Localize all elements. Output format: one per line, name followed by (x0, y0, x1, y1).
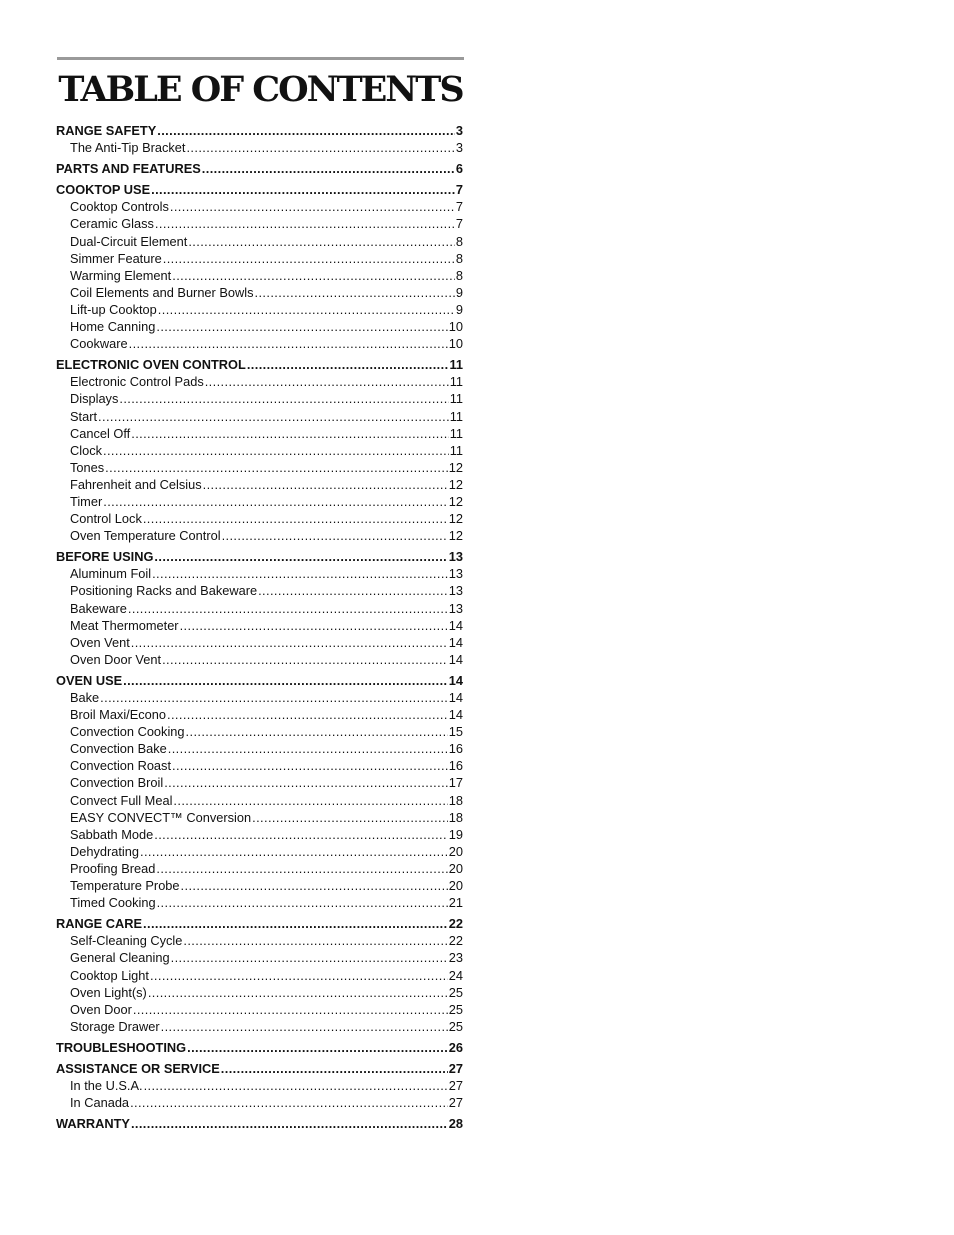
toc-page-number: 28 (448, 1116, 463, 1132)
toc-entry-label: Bakeware (70, 600, 127, 616)
toc-section-entry[interactable] (56, 122, 463, 139)
dot-leader (205, 373, 449, 390)
toc-subentry[interactable] (56, 215, 463, 232)
toc-entry-label: Timed Cooking (70, 895, 156, 911)
toc-page-number: 3 (455, 123, 463, 138)
toc-page-number: 12 (448, 528, 463, 544)
toc-subentry[interactable] (56, 459, 463, 476)
dot-leader (171, 949, 448, 966)
toc-entry-label: COOKTOP USE (56, 182, 151, 198)
toc-subentry[interactable] (56, 600, 463, 617)
table-of-contents (56, 122, 463, 1136)
toc-subentry[interactable] (56, 634, 463, 651)
toc-section (56, 122, 463, 156)
toc-subentry[interactable] (56, 723, 463, 740)
toc-subentry[interactable] (56, 617, 463, 634)
toc-page-number: 11 (449, 442, 463, 458)
toc-section (56, 672, 463, 911)
toc-page-number: 14 (448, 672, 463, 688)
dot-leader (151, 181, 455, 198)
toc-page-number: 25 (448, 1018, 463, 1034)
dot-leader (164, 774, 448, 791)
toc-entry-label: RANGE SAFETY (56, 123, 157, 138)
toc-section-entry[interactable] (56, 1115, 463, 1132)
toc-page-number: 9 (455, 301, 463, 317)
toc-section (56, 1060, 463, 1111)
dot-leader (131, 634, 448, 651)
toc-entry-label: OVEN USE (56, 672, 123, 688)
toc-entry-label: Electronic Control Pads (70, 374, 204, 390)
header-rule (57, 57, 464, 60)
dot-leader (188, 233, 455, 250)
toc-subentry[interactable] (56, 949, 463, 966)
toc-subentry[interactable] (56, 1094, 463, 1111)
toc-entry-label: Oven Door Vent (70, 651, 162, 667)
toc-entry-label: Cancel Off (70, 425, 131, 441)
toc-entry-label: Temperature Probe (70, 878, 180, 894)
toc-page-number: 7 (455, 182, 463, 198)
toc-entry-label: EASY CONVECT™ Conversion (70, 809, 252, 825)
toc-entry-label: Storage Drawer (70, 1018, 160, 1034)
dot-leader (143, 915, 448, 932)
toc-page-number: 9 (455, 284, 463, 300)
toc-subentry[interactable] (56, 139, 463, 156)
toc-subentry[interactable] (56, 233, 463, 250)
toc-subentry[interactable] (56, 476, 463, 493)
toc-entry-label: Convection Roast (70, 758, 172, 774)
toc-subentry[interactable] (56, 689, 463, 706)
toc-entry-label: Displays (70, 391, 119, 407)
dot-leader (103, 493, 448, 510)
toc-page-number: 13 (448, 583, 463, 599)
toc-page-number: 20 (448, 860, 463, 876)
toc-page-number: 8 (455, 267, 463, 283)
toc-entry-label: Proofing Bread (70, 860, 156, 876)
toc-entry-label: Oven Light(s) (70, 984, 147, 1000)
toc-entry-label: Tones (70, 459, 105, 475)
toc-page-number: 12 (448, 459, 463, 475)
toc-entry-label: Lift-up Cooktop (70, 301, 157, 317)
dot-leader (98, 408, 449, 425)
toc-page-number: 7 (455, 199, 463, 215)
toc-entry-label: Fahrenheit and Celsius (70, 476, 202, 492)
dot-leader (129, 335, 448, 352)
toc-entry-label: In Canada (70, 1095, 130, 1111)
toc-entry-label: ELECTRONIC OVEN CONTROL (56, 357, 246, 373)
toc-page-number: 7 (455, 216, 463, 232)
dot-leader (258, 582, 448, 599)
toc-subentry[interactable] (56, 1018, 463, 1035)
dot-leader (255, 284, 455, 301)
toc-page-number: 14 (448, 707, 463, 723)
toc-page-number: 12 (448, 511, 463, 527)
dot-leader (168, 740, 448, 757)
toc-entry-label: Aluminum Foil (70, 566, 152, 582)
toc-page-number: 26 (448, 1039, 463, 1055)
toc-page-number: 25 (448, 1001, 463, 1017)
toc-section (56, 160, 463, 177)
toc-entry-label: Meat Thermometer (70, 617, 179, 633)
dot-leader (161, 1018, 448, 1035)
toc-section-entry[interactable] (56, 672, 463, 689)
toc-page-number: 6 (455, 161, 463, 177)
toc-section (56, 548, 463, 668)
toc-section-entry[interactable] (56, 160, 463, 177)
dot-leader (103, 442, 449, 459)
toc-entry-label: General Cleaning (70, 950, 170, 966)
toc-subentry[interactable] (56, 510, 463, 527)
toc-subentry[interactable] (56, 774, 463, 791)
dot-leader (186, 723, 448, 740)
toc-section-entry[interactable] (56, 915, 463, 932)
dot-leader (186, 139, 454, 156)
toc-subentry[interactable] (56, 877, 463, 894)
toc-page-number: 27 (448, 1095, 463, 1111)
toc-page-number: 17 (448, 775, 463, 791)
toc-section (56, 915, 463, 1035)
dot-leader (156, 318, 447, 335)
toc-entry-label: Cooktop Light (70, 967, 149, 983)
toc-page-number: 11 (449, 357, 463, 373)
dot-leader (163, 250, 455, 267)
dot-leader (154, 826, 448, 843)
toc-subentry[interactable] (56, 442, 463, 459)
toc-subentry[interactable] (56, 651, 463, 668)
toc-section (56, 356, 463, 544)
toc-entry-label: PARTS AND FEATURES (56, 161, 201, 177)
toc-page-number: 11 (449, 374, 463, 390)
toc-page-number: 16 (448, 758, 463, 774)
toc-page-number: 11 (449, 391, 463, 407)
dot-leader (180, 617, 448, 634)
toc-entry-label: ASSISTANCE OR SERVICE (56, 1060, 220, 1076)
toc-page-number: 22 (448, 916, 463, 932)
toc-entry-label: Oven Temperature Control (70, 528, 221, 544)
toc-entry-label: Simmer Feature (70, 250, 162, 266)
toc-entry-label: Warming Element (70, 267, 172, 283)
toc-page-number: 14 (448, 651, 463, 667)
toc-page-number: 12 (448, 493, 463, 509)
toc-subentry[interactable] (56, 706, 463, 723)
dot-leader (150, 967, 448, 984)
toc-entry-label: Bake (70, 690, 100, 705)
toc-page-number: 14 (448, 690, 463, 705)
toc-page-number: 20 (448, 878, 463, 894)
dot-leader (157, 894, 448, 911)
toc-entry-label: Timer (70, 493, 103, 509)
toc-subentry[interactable] (56, 860, 463, 877)
dot-leader (252, 809, 448, 826)
dot-leader (128, 600, 448, 617)
dot-leader (173, 792, 447, 809)
toc-subentry[interactable] (56, 527, 463, 544)
toc-subentry[interactable] (56, 425, 463, 442)
toc-entry-label: Cooktop Controls (70, 199, 169, 215)
dot-leader (183, 932, 447, 949)
dot-leader (105, 459, 448, 476)
toc-entry-label: Self-Cleaning Cycle (70, 933, 183, 949)
toc-page-number: 27 (448, 1060, 463, 1076)
toc-entry-label: Control Lock (70, 511, 142, 527)
toc-subentry[interactable] (56, 335, 463, 352)
toc-page-number: 25 (448, 984, 463, 1000)
toc-page-number: 19 (448, 826, 463, 842)
toc-subentry[interactable] (56, 198, 463, 215)
toc-subentry[interactable] (56, 582, 463, 599)
toc-entry-label: Clock (70, 442, 102, 458)
dot-leader (156, 860, 447, 877)
toc-section-entry[interactable] (56, 1060, 463, 1077)
toc-section-entry[interactable] (56, 181, 463, 198)
toc-subentry[interactable] (56, 894, 463, 911)
toc-entry-label: Positioning Racks and Bakeware (70, 583, 258, 599)
toc-page-number: 13 (448, 549, 463, 565)
toc-page-number: 3 (455, 140, 463, 156)
dot-leader (203, 476, 448, 493)
toc-entry-label: RANGE CARE (56, 916, 143, 932)
page-title: TABLE OF CONTENTS (58, 69, 463, 110)
toc-subentry[interactable] (56, 740, 463, 757)
toc-subentry[interactable] (56, 565, 463, 582)
toc-page-number: 14 (448, 617, 463, 633)
toc-section (56, 1115, 463, 1132)
toc-page-number: 8 (455, 250, 463, 266)
toc-subentry[interactable] (56, 493, 463, 510)
toc-subentry[interactable] (56, 267, 463, 284)
dot-leader (148, 984, 448, 1001)
toc-subentry[interactable] (56, 318, 463, 335)
toc-page-number: 11 (449, 408, 463, 424)
toc-entry-label: Cookware (70, 336, 128, 352)
toc-section (56, 1039, 463, 1056)
dot-leader (143, 510, 448, 527)
dot-leader (247, 356, 449, 373)
toc-page-number: 11 (449, 425, 463, 441)
dot-leader (181, 877, 448, 894)
toc-entry-label: Dual-Circuit Element (70, 233, 188, 249)
dot-leader (152, 565, 448, 582)
toc-page-number: 16 (448, 741, 463, 757)
dot-leader (119, 390, 448, 407)
toc-page-number: 13 (448, 566, 463, 582)
dot-leader (123, 672, 448, 689)
toc-entry-label: Convection Cooking (70, 724, 185, 740)
dot-leader (170, 198, 455, 215)
dot-leader (158, 301, 455, 318)
toc-subentry[interactable] (56, 792, 463, 809)
toc-subentry[interactable] (56, 1001, 463, 1018)
toc-entry-label: Convection Broil (70, 775, 164, 791)
toc-entry-label: In the U.S.A. (70, 1078, 143, 1094)
dot-leader (133, 1001, 448, 1018)
toc-entry-label: Broil Maxi/Econo (70, 707, 167, 723)
dot-leader (100, 689, 448, 706)
toc-entry-label: Convection Bake (70, 741, 167, 757)
toc-entry-label: BEFORE USING (56, 549, 154, 565)
dot-leader (130, 1094, 448, 1111)
toc-subentry[interactable] (56, 284, 463, 301)
toc-entry-label: Home Canning (70, 319, 156, 335)
toc-entry-label: Sabbath Mode (70, 826, 154, 842)
toc-subentry[interactable] (56, 826, 463, 843)
toc-page-number: 24 (448, 967, 463, 983)
dot-leader (172, 267, 455, 284)
toc-subentry[interactable] (56, 373, 463, 390)
toc-entry-label: Coil Elements and Burner Bowls (70, 284, 254, 300)
dot-leader (221, 1060, 448, 1077)
dot-leader (144, 1077, 448, 1094)
dot-leader (131, 425, 448, 442)
toc-page-number: 12 (448, 476, 463, 492)
toc-page-number: 14 (448, 634, 463, 650)
toc-page-number: 13 (448, 600, 463, 616)
toc-page-number: 21 (448, 895, 463, 911)
toc-entry-label: Start (70, 408, 98, 424)
toc-entry-label: Dehydrating (70, 843, 140, 859)
dot-leader (202, 160, 455, 177)
toc-page-number: 18 (448, 792, 463, 808)
toc-page-number: 18 (448, 809, 463, 825)
toc-subentry[interactable] (56, 390, 463, 407)
toc-entry-label: Oven Vent (70, 634, 130, 650)
toc-page-number: 10 (448, 336, 463, 352)
toc-page-number: 22 (448, 933, 463, 949)
toc-subentry[interactable] (56, 843, 463, 860)
toc-section-entry[interactable] (56, 1039, 463, 1056)
dot-leader (140, 843, 448, 860)
toc-subentry[interactable] (56, 1077, 463, 1094)
toc-subentry[interactable] (56, 984, 463, 1001)
toc-section-entry[interactable] (56, 548, 463, 565)
toc-entry-label: TROUBLESHOOTING (56, 1039, 187, 1055)
dot-leader (157, 122, 455, 139)
toc-page-number: 20 (448, 843, 463, 859)
dot-leader (187, 1039, 448, 1056)
toc-entry-label: The Anti-Tip Bracket (70, 140, 186, 156)
toc-entry-label: Convect Full Meal (70, 792, 173, 808)
toc-page-number: 8 (455, 233, 463, 249)
dot-leader (222, 527, 448, 544)
toc-page-number: 15 (448, 724, 463, 740)
dot-leader (155, 215, 455, 232)
toc-subentry[interactable] (56, 250, 463, 267)
toc-subentry[interactable] (56, 757, 463, 774)
toc-page-number: 23 (448, 950, 463, 966)
toc-section-entry[interactable] (56, 356, 463, 373)
toc-subentry[interactable] (56, 301, 463, 318)
toc-subentry[interactable] (56, 967, 463, 984)
toc-entry-label: Oven Door (70, 1001, 132, 1017)
toc-page-number: 10 (448, 319, 463, 335)
toc-subentry[interactable] (56, 932, 463, 949)
toc-subentry[interactable] (56, 809, 463, 826)
dot-leader (167, 706, 448, 723)
dot-leader (162, 651, 448, 668)
dot-leader (154, 548, 447, 565)
dot-leader (172, 757, 448, 774)
toc-entry-label: WARRANTY (56, 1116, 130, 1132)
toc-subentry[interactable] (56, 408, 463, 425)
toc-page-number: 27 (448, 1078, 463, 1094)
dot-leader (131, 1115, 448, 1132)
toc-section (56, 181, 463, 352)
toc-entry-label: Ceramic Glass (70, 216, 154, 232)
